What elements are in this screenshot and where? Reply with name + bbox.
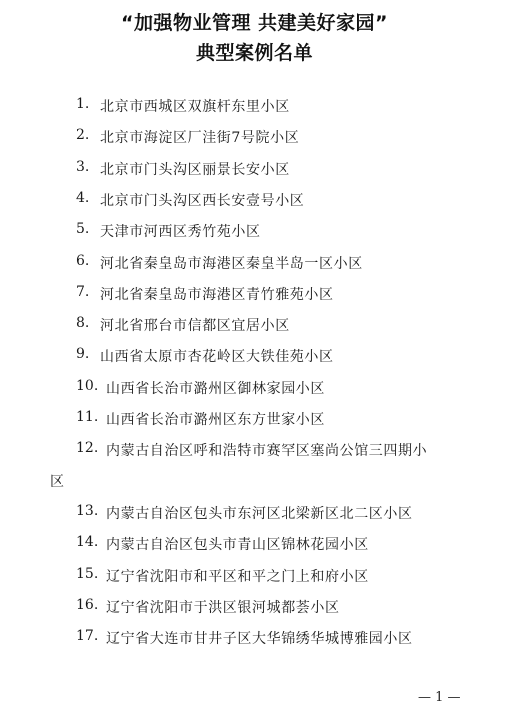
list-item-number: 13.: [76, 502, 99, 519]
page-number: — 1 —: [418, 690, 461, 705]
list-item-number: 4.: [76, 189, 90, 206]
document-title-line-1: “加强物业管理 共建美好家园”: [120, 12, 389, 34]
list-item-number: 7.: [76, 283, 90, 300]
list-item-text: 北京市西城区双旗杆东里小区: [100, 99, 290, 115]
list-item-text: 辽宁省大连市甘井子区大华锦绣华城博雅园小区: [106, 631, 413, 648]
list-item-text: 天津市河西区秀竹苑小区: [100, 224, 261, 241]
list-item-text: 山西省长治市潞州区御林家园小区: [106, 380, 325, 397]
list-item-number: 6.: [76, 252, 90, 269]
list-item-text: 北京市门头沟区西长安壹号小区: [100, 192, 305, 209]
list-item-text: 山西省长治市潞州区东方世家小区: [106, 412, 325, 428]
list-item-text: 北京市海淀区厂洼街7号院小区: [100, 130, 300, 147]
list-item-number: 16.: [76, 596, 99, 613]
list-item-text: 河北省秦皇岛市海港区秦皇半岛一区小区: [100, 255, 363, 272]
list-item-number: 9.: [76, 346, 90, 363]
list-item-number: 10.: [76, 377, 99, 394]
list-item-number: 5.: [76, 221, 90, 238]
list-item-text: 辽宁省沈阳市于洪区银河城都荟小区: [106, 599, 340, 616]
list-item-text: 辽宁省沈阳市和平区和平之门上和府小区: [106, 568, 369, 585]
list-item-text: 河北省秦皇岛市海港区青竹雅苑小区: [100, 286, 334, 303]
list-item-number: 2.: [76, 127, 90, 144]
list-item-number: 8.: [76, 315, 90, 332]
list-item-number: 1.: [76, 96, 90, 112]
document-title-line-2: 典型案例名单: [195, 42, 313, 64]
list-item-text: 内蒙古自治区包头市东河区北梁新区北二区小区: [106, 505, 413, 522]
list-item-number: 15.: [76, 565, 99, 582]
list-item-number: 14.: [76, 534, 99, 551]
list-item-text: 山西省太原市杏花岭区大铁佳苑小区: [100, 349, 334, 366]
list-item-text: 内蒙古自治区包头市青山区锦林花园小区: [106, 537, 369, 554]
list-item-number: 17.: [76, 628, 99, 645]
list-item-number: 3.: [76, 158, 90, 175]
list-item-text: 河北省邢台市信都区宜居小区: [100, 318, 290, 335]
list-item-number: 11.: [76, 409, 99, 425]
list-item-text: 北京市门头沟区丽景长安小区: [100, 161, 290, 178]
list-item-text-continuation: 区: [50, 474, 65, 491]
list-item-text: 内蒙古自治区呼和浩特市赛罕区塞尚公馆三四期小: [106, 443, 428, 460]
list-item-number: 12.: [76, 440, 99, 457]
